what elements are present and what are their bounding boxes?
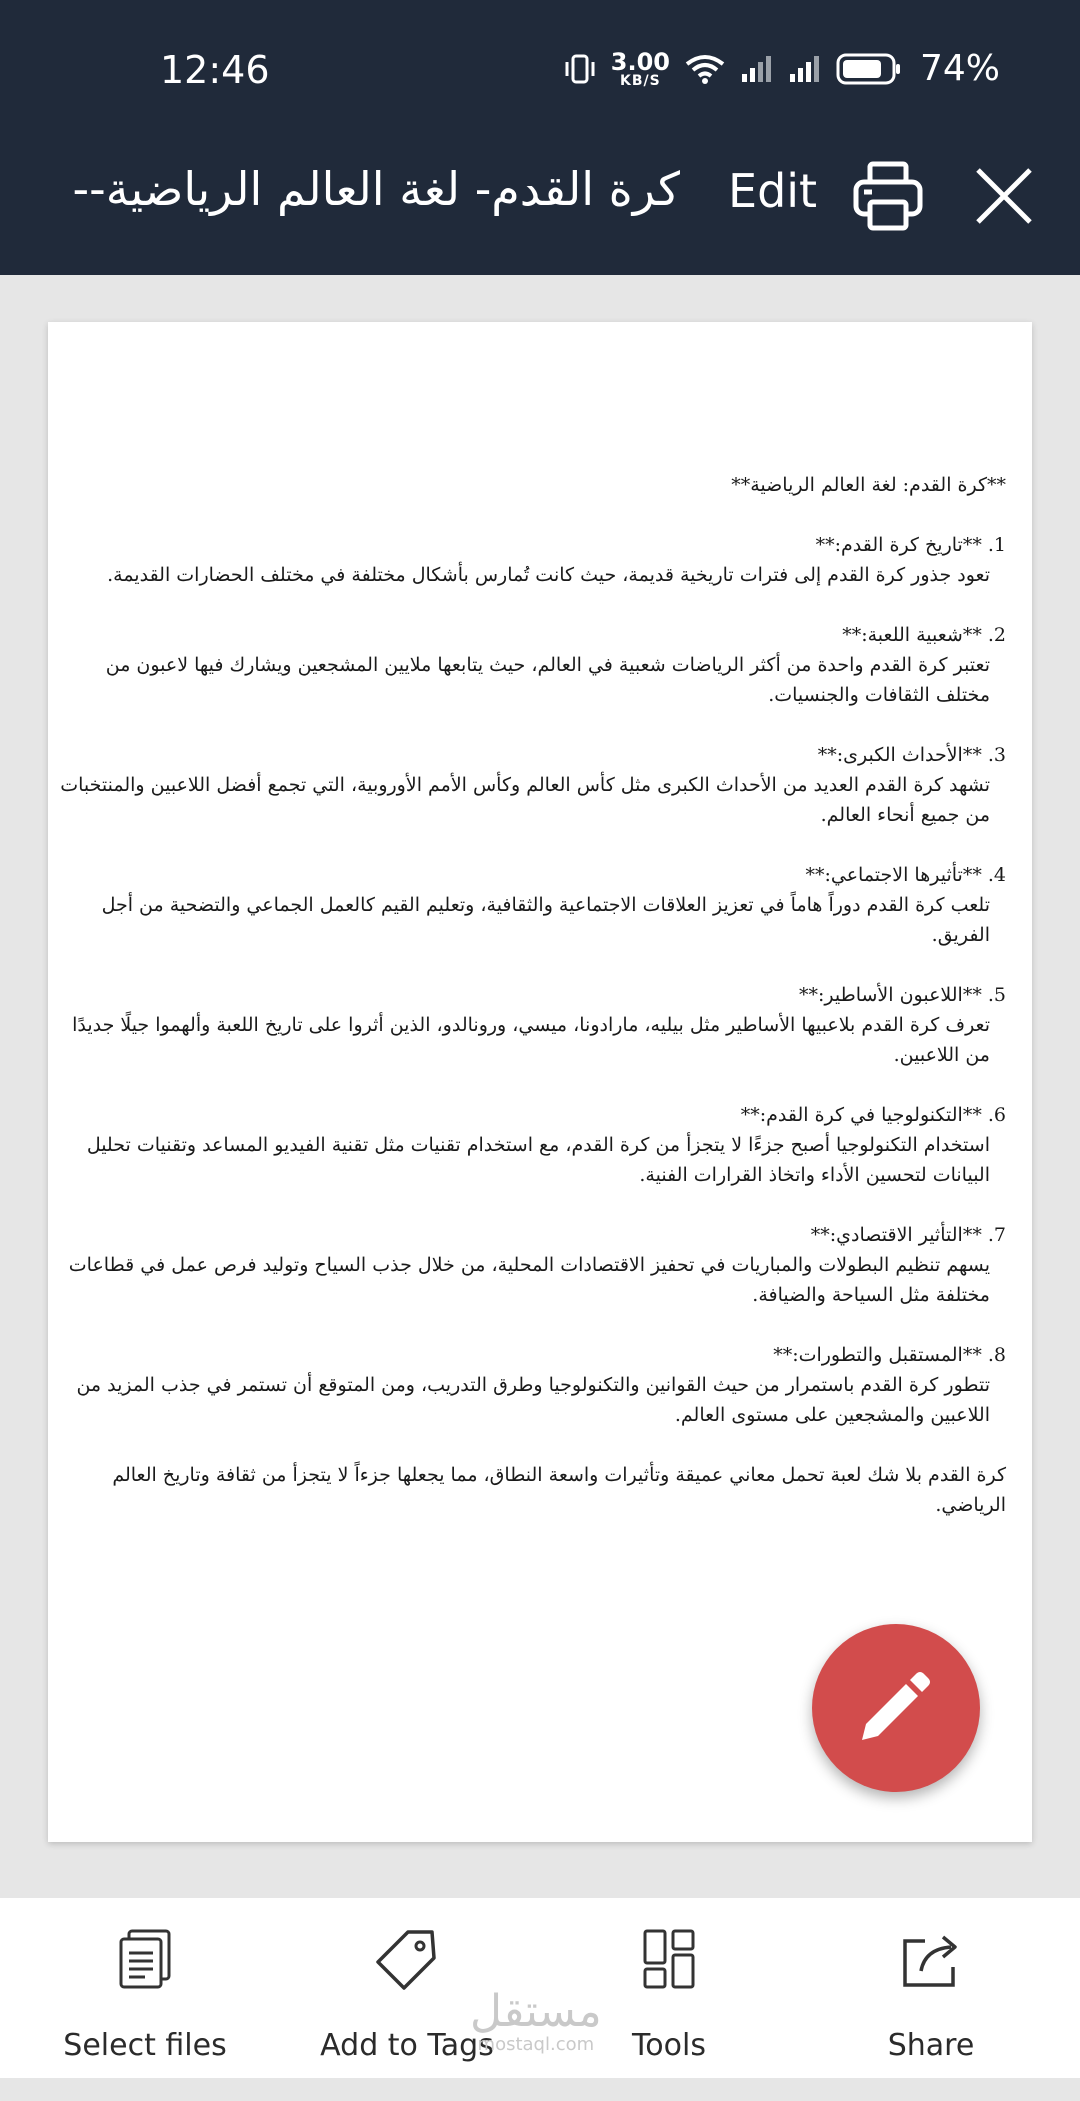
section-title: 8. **المستقبل والتطورات:** xyxy=(773,1344,1006,1366)
share-icon xyxy=(896,1924,966,1994)
vibrate-icon xyxy=(563,54,597,84)
section-body: تلعب كرة القدم دوراً هاماً في تعزيز العلاقات الاجتماعية والثقافية، وتعليم القيم كالعمل الجماعي والتضحية من أجل الفريق. xyxy=(101,894,990,946)
document-section xyxy=(60,1340,1006,1430)
document-section xyxy=(60,980,1006,1070)
pencil-icon xyxy=(854,1664,938,1752)
status-time: 12:46 xyxy=(160,48,270,92)
document-section xyxy=(60,1220,1006,1310)
printer-icon xyxy=(848,221,928,240)
tools-grid-icon xyxy=(634,1924,704,1994)
section-title: 5. **اللاعبون الأساطير:** xyxy=(798,984,1006,1006)
edit-fab[interactable] xyxy=(812,1624,980,1792)
section-title: 4. **تأثيرها الاجتماعي:** xyxy=(805,864,1006,886)
section-body: يسهم تنظيم البطولات والمباريات في تحفيز الاقتصادات المحلية، من خلال جذب السياح وتوليد فرص عمل في قطاعات مختلفة مثل السياحة والضيافة. xyxy=(68,1254,990,1306)
section-body: تعتبر كرة القدم واحدة من أكثر الرياضات شعبية في العالم، حيث يتابعها ملايين المشجعين ويشارك فيها لاعبون من مختلف الثقافات والجنسيات. xyxy=(105,654,990,706)
section-body: استخدام التكنولوجيا أصبح جزءًا لا يتجزأ من كرة القدم، مع استخدام تقنيات مثل تقنية الفيديو المساعد وتقنيات تحليل البيانات لتحسين الأداء واتخاذ القرارات الفنية. xyxy=(86,1134,990,1186)
document-section xyxy=(60,1100,1006,1190)
battery-percent: 74% xyxy=(919,48,1000,89)
share-button[interactable] xyxy=(799,1898,1063,2078)
edit-button[interactable]: Edit xyxy=(728,164,818,218)
share-label: Share xyxy=(887,2028,975,2063)
select-files-label: Select files xyxy=(63,2028,227,2063)
tag-icon xyxy=(372,1924,442,1994)
close-icon xyxy=(964,221,1044,240)
document-section xyxy=(60,530,1006,590)
add-to-tags-label: Add to Tags xyxy=(320,2028,494,2063)
tools-label: Tools xyxy=(632,2028,706,2063)
documents-icon xyxy=(110,1924,180,1994)
document-content xyxy=(60,470,1006,1520)
section-title: 2. **شعبية اللعبة:** xyxy=(842,624,1006,646)
document-title: كرة القدم- لغة العالم الرياضية-- xyxy=(72,162,680,216)
document-closing: كرة القدم بلا شك لعبة تحمل معاني عميقة وتأثيرات واسعة النطاق، مما يجعلها جزءاً لا يتجزأ من ثقافة وتاريخ العالم الرياضي. xyxy=(112,1464,1006,1516)
watermark-sub: mostaql.com xyxy=(477,2034,595,2055)
section-body: تعرف كرة القدم بلاعبيها الأساطير مثل بيليه، مارادونا، ميسي، ورونالدو، الذين أثروا على تاريخ اللعبة وألهموا جيلًا جديدًا من اللاعبين. xyxy=(72,1014,990,1066)
net-speed-unit: KB/S xyxy=(620,72,661,89)
net-speed xyxy=(610,47,670,89)
document-section xyxy=(60,620,1006,710)
section-body: تعود جذور كرة القدم إلى فترات تاريخية قديمة، حيث كانت تُمارس بأشكال مختلفة في مختلف الحضارات القديمة. xyxy=(107,564,990,586)
net-speed-value: 3.00 xyxy=(610,47,670,76)
battery-icon xyxy=(836,52,902,86)
signal-icon xyxy=(788,54,822,84)
signal-icon xyxy=(740,54,774,84)
watermark-text: مستقل xyxy=(470,1986,602,2037)
section-title: 1. **تاريخ كرة القدم:** xyxy=(815,534,1006,556)
close-button[interactable] xyxy=(964,156,1044,236)
document-page xyxy=(48,322,1032,1842)
watermark xyxy=(470,1986,602,2055)
section-title: 3. **الأحداث الكبرى:** xyxy=(817,744,1006,766)
wifi-icon xyxy=(684,53,726,85)
document-section xyxy=(60,740,1006,830)
app-bar xyxy=(0,150,1080,260)
document-section xyxy=(60,860,1006,950)
navigation-bar xyxy=(0,2078,1080,2101)
section-title: 6. **التكنولوجيا في كرة القدم:** xyxy=(740,1104,1006,1126)
section-body: تتطور كرة القدم باستمرار من حيث القوانين والتكنولوجيا وطرق التدريب، ومن المتوقع أن تستمر في جذب المزيد من اللاعبين والمشجعين على مستوى العالم. xyxy=(76,1374,990,1426)
section-body: تشهد كرة القدم العديد من الأحداث الكبرى مثل كأس العالم وكأس الأمم الأوروبية، التي تجمع أفضل اللاعبين والمنتخبات من جميع أنحاء العالم. xyxy=(60,774,990,826)
document-heading: **كرة القدم: لغة العالم الرياضية** xyxy=(731,474,1006,496)
print-button[interactable] xyxy=(848,156,928,236)
section-title: 7. **التأثير الاقتصادي:** xyxy=(810,1224,1006,1246)
status-icons xyxy=(563,48,1000,89)
top-bar xyxy=(0,0,1080,275)
select-files-button[interactable] xyxy=(13,1898,277,2078)
